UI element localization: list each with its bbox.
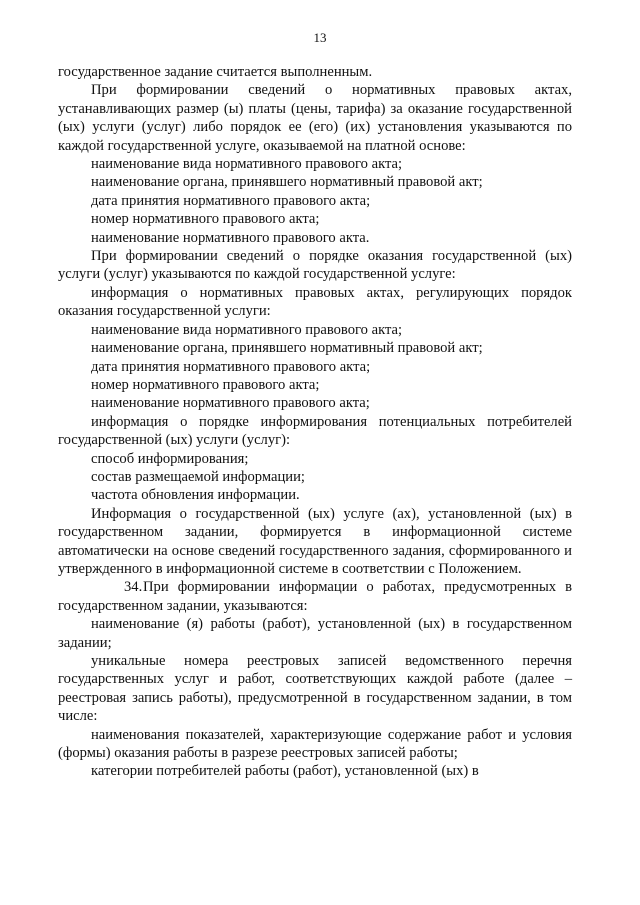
paragraph: При формировании сведений о порядке оказания государственной (ых) услуги (услуг) указываются по каждой государственной услуге: bbox=[58, 248, 572, 283]
list-item: дата принятия нормативного правового акта; bbox=[91, 358, 371, 375]
list-item: наименование вида нормативного правового акта; bbox=[91, 156, 403, 173]
paragraph: информация о порядке информирования потенциальных потребителей государственной (ых) услуги (услуг): bbox=[58, 413, 572, 449]
document-body bbox=[58, 63, 572, 781]
paragraph: наименования показателей, характеризующие содержание работ и условия (формы) оказания работы в разрезе реестровых записей работы; bbox=[58, 726, 572, 762]
list-item: дата принятия нормативного правового акта; bbox=[91, 192, 371, 209]
list-item: наименование нормативного правового акта; bbox=[91, 395, 370, 412]
numbered-paragraph bbox=[58, 578, 572, 615]
paragraph-text: При формировании информации о работах, предусмотренных в государственном задании, указываются: bbox=[58, 579, 572, 614]
list-item: способ информирования; bbox=[91, 450, 249, 467]
page-number: 13 bbox=[313, 30, 327, 45]
paragraph: При формировании сведений о нормативных правовых актах, устанавливающих размер (ы) платы (цены, тарифа) за оказание государственной (ых) услуги (услуг) либо порядок ее (его) (их) установления указываются по каждой государственной услуге, оказываемой на платной основе: bbox=[58, 82, 572, 154]
list-item: наименование нормативного правового акта. bbox=[91, 229, 370, 246]
list-item: состав размещаемой информации; bbox=[91, 468, 305, 485]
paragraph: уникальные номера реестровых записей ведомственного перечня государственных услуг и работ, соответствующих каждой работе (далее – реестровая запись работы), предусмотренной в государственном задании, в том числе: bbox=[58, 653, 572, 725]
list-item: наименование вида нормативного правового акта; bbox=[91, 321, 403, 338]
list-item: частота обновления информации. bbox=[91, 487, 300, 504]
section-number: 34. bbox=[124, 579, 143, 596]
paragraph: Информация о государственной (ых) услуге (ах), установленной (ых) в государственном задании, формируется в информационной системе автоматически на основе сведений государственного задания, сформированного и утвержденного в информационной системе в соответствии с Положением. bbox=[58, 505, 572, 577]
list-item: номер нормативного правового акта; bbox=[91, 211, 320, 228]
paragraph: государственное задание считается выполненным. bbox=[58, 64, 373, 80]
list-item: номер нормативного правового акта; bbox=[91, 376, 320, 393]
paragraph: информация о нормативных правовых актах, регулирующих порядок оказания государственной услуги: bbox=[58, 284, 572, 320]
list-item: наименование органа, принявшего нормативный правовой акт; bbox=[91, 340, 483, 357]
list-item: наименование органа, принявшего нормативный правовой акт; bbox=[91, 174, 483, 191]
paragraph: наименование (я) работы (работ), установленной (ых) в государственном задании; bbox=[58, 616, 572, 651]
paragraph: категории потребителей работы (работ), установленной (ых) в bbox=[91, 763, 479, 780]
